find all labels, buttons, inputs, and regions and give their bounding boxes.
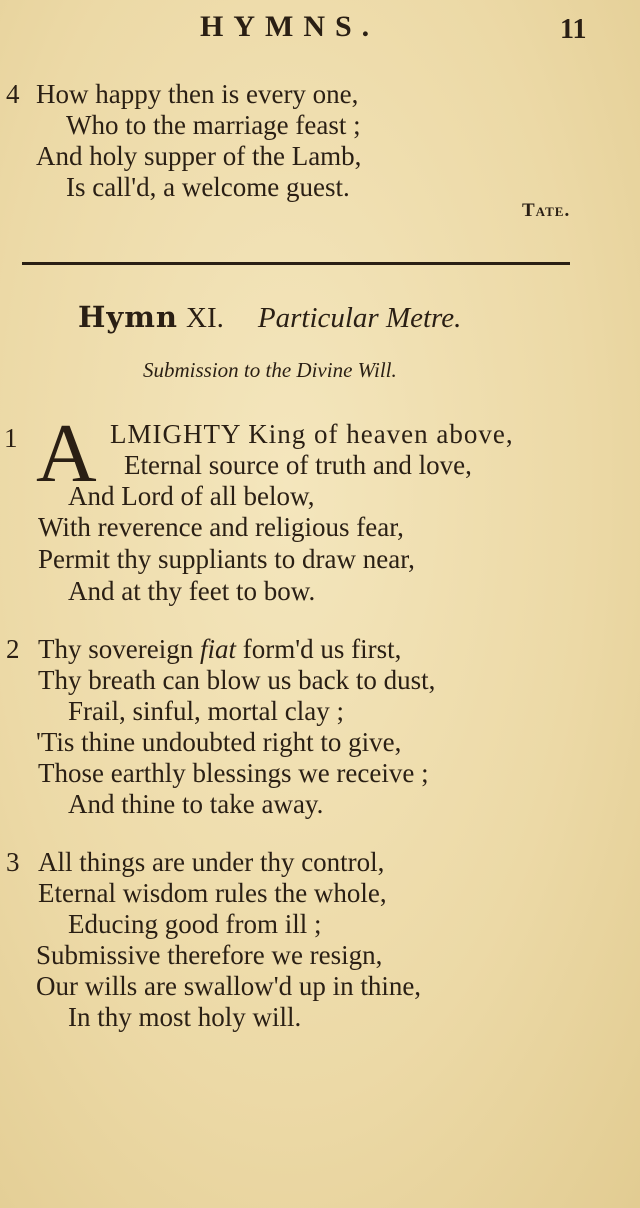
verse-line: And holy supper of the Lamb, — [36, 141, 362, 171]
drop-cap: A — [36, 407, 97, 500]
verse-line: Our wills are swallow'd up in thine, — [36, 971, 422, 1001]
verse-line: With reverence and religious fear, — [38, 512, 404, 542]
verse-line: Thy breath can blow us back to dust, — [38, 665, 436, 695]
verse-line: And thine to take away. — [68, 789, 324, 819]
verse-line: Educing good from ill ; — [68, 909, 322, 939]
author-attribution: Tate. — [522, 200, 571, 221]
verse-line: How happy then is every one, — [36, 79, 359, 109]
verse-line: And at thy feet to bow. — [68, 576, 316, 606]
verse-line: Is call'd, a welcome guest. — [66, 172, 350, 202]
verse-text: Thy sovereign — [38, 634, 200, 664]
italic-word: fiat — [199, 634, 236, 664]
verse-line: In thy most holy will. — [68, 1002, 302, 1032]
hymn-label: Hymn — [78, 300, 179, 334]
stanza-number: 2 — [6, 634, 20, 664]
verse-line: Submissive therefore we resign, — [36, 940, 383, 970]
verse-line: LMIGHTY King of heaven above, — [110, 419, 514, 449]
hymn-number: XI. — [186, 302, 224, 334]
verse-line: Frail, sinful, mortal clay ; — [68, 696, 344, 726]
stanza-number: 1 — [4, 423, 18, 453]
stanza-number: 4 — [6, 79, 20, 109]
verse-line: Eternal source of truth and love, — [124, 450, 472, 480]
verse-line: All things are under thy control, — [38, 847, 385, 877]
hymn-subtitle: Submission to the Divine Will. — [143, 358, 397, 382]
verse-line — [38, 633, 401, 665]
hymn-title — [78, 300, 461, 335]
verse-line: 'Tis thine undoubted right to give, — [36, 727, 402, 757]
verse-line: Who to the marriage feast ; — [66, 110, 361, 140]
section-divider — [22, 262, 570, 265]
running-head: HYMNS. — [200, 10, 380, 43]
verse-line: Permit thy suppliants to draw near, — [38, 544, 415, 574]
verse-line: Those earthly blessings we receive ; — [38, 758, 429, 788]
verse-line: And Lord of all below, — [68, 481, 315, 511]
verse-text: form'd us first, — [235, 634, 402, 664]
verse-line: Eternal wisdom rules the whole, — [38, 878, 387, 908]
stanza-number: 3 — [6, 847, 20, 877]
page-number: 11 — [560, 14, 587, 45]
hymn-metre: Particular Metre. — [257, 302, 462, 334]
